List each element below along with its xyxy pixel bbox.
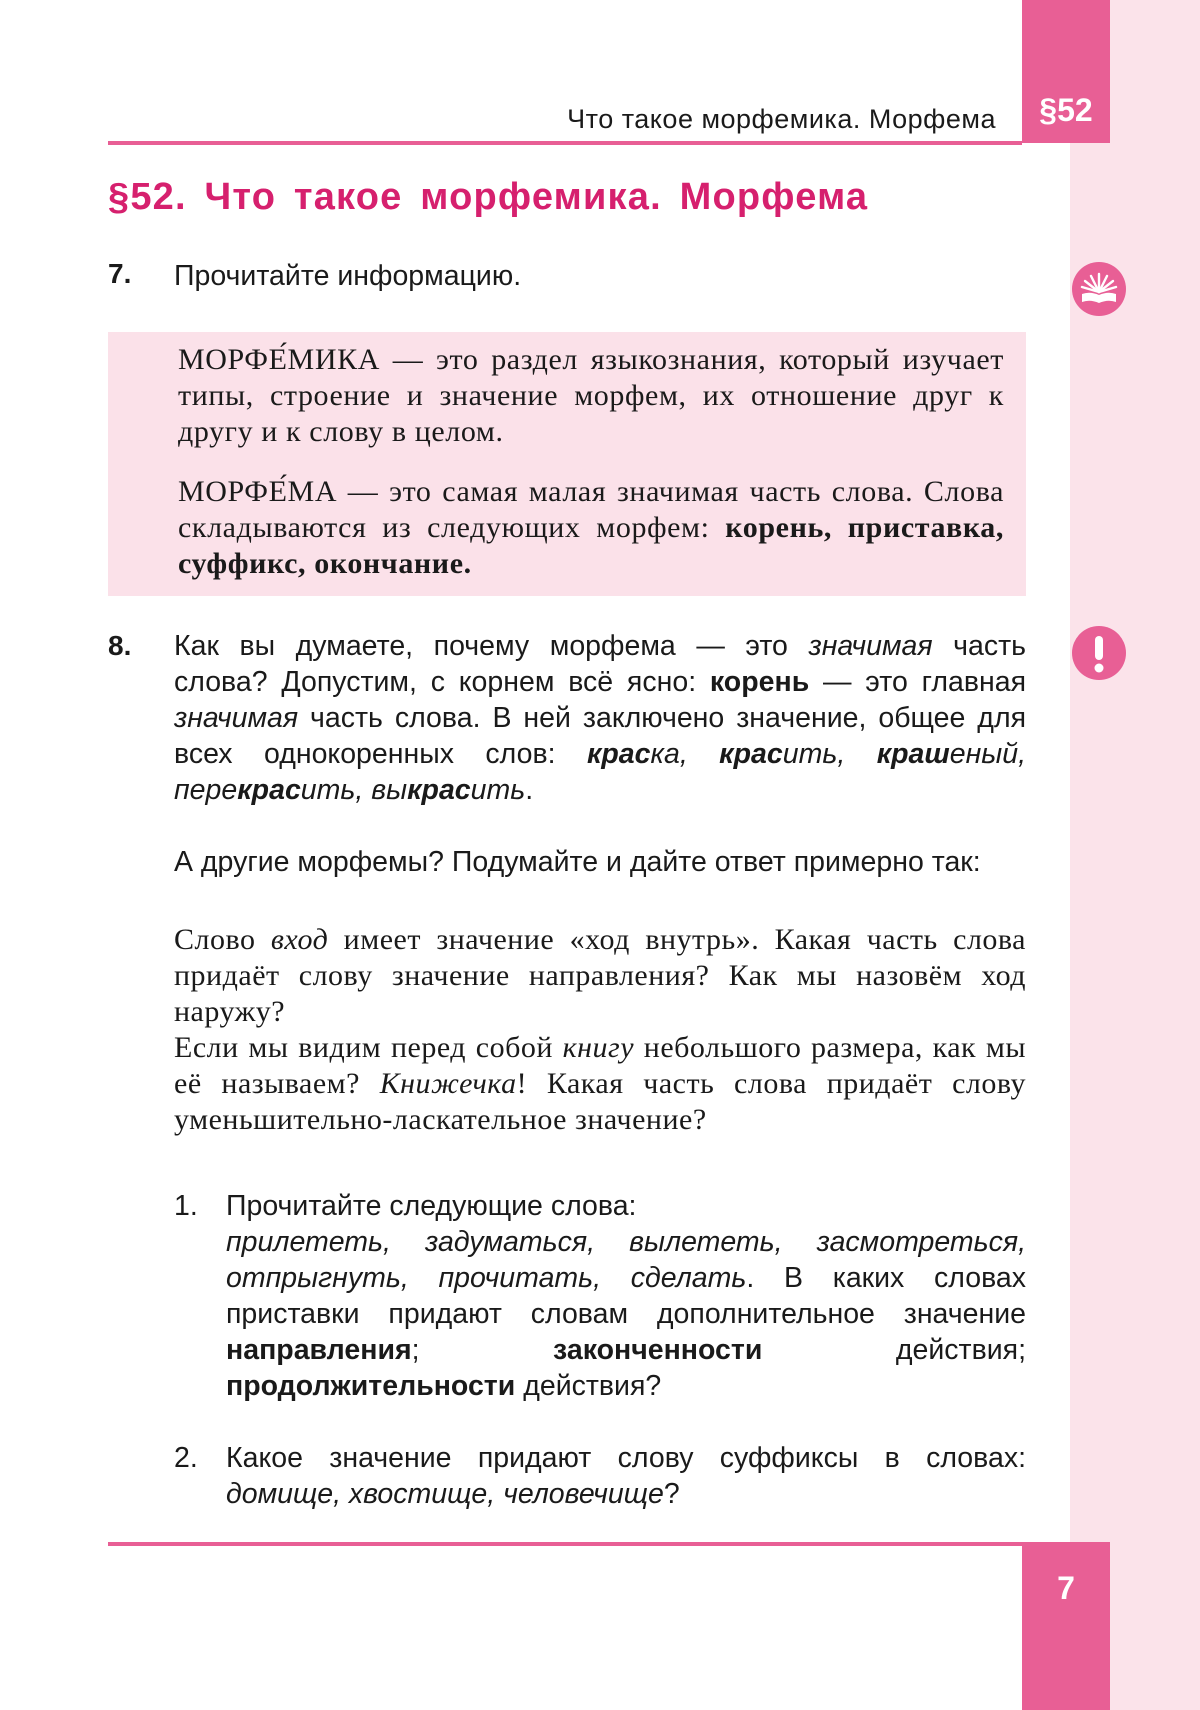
text-italic: вход [270,923,329,956]
term: МОРФЕ́МА [178,475,338,508]
prefix: вы [371,774,408,806]
definition-box [108,332,1026,596]
definition-morphemics [178,342,1004,450]
text-bold: корень [709,666,810,698]
task-instruction: Прочитайте информацию. [174,260,522,292]
text: небольшого размера, как мы её называем? [174,1031,1026,1100]
example-word [877,738,1018,770]
subtask-number: 1. [174,1190,198,1222]
separator: , [679,738,720,770]
task-8-example-1 [174,922,1026,1030]
separator: , [837,738,877,770]
morpheme-list: корень, приставка, суффикс, окончание [178,511,1004,580]
running-title: Что такое морфемика. Морфема [567,104,996,134]
text: часть слова? Допустим, с корнем всё ясно: [174,630,1026,698]
separator: , [1018,738,1027,770]
separator: , [355,774,372,806]
definition-morpheme [178,474,1004,582]
ending: ить [470,774,526,806]
task-8-paragraph-2: А другие морфемы? Подумайте и дайте ответ примерно так: [174,846,981,878]
example-word [719,738,837,770]
text: — это главная [809,666,1026,698]
punct: . [525,774,534,806]
section-tab-label: §52 [1039,92,1093,128]
task-number: 7. [108,258,132,289]
word-list: прилететь, задуматься, вылететь, засмотреться, отпрыгнуть, прочитать, сделать [226,1226,1026,1294]
root: крас [586,738,651,770]
task-8-paragraph-1 [174,628,1026,808]
ending: ить [782,738,838,770]
example-word [371,774,525,806]
text: часть слова. В ней заключено значение, общее для всех однокоренных слов: [174,702,1026,770]
exclamation-icon [1072,626,1126,680]
text-bold: продолжительности [226,1370,516,1402]
page-number: 7 [1057,1570,1075,1606]
punct: . [463,547,472,580]
text: Прочитайте следующие слова: [226,1190,637,1222]
word-list: домище, хвостище, человечище [226,1478,664,1510]
definition-text: — это самая малая значимая часть слова. Слова складываются из следующих морфем: [178,475,1004,544]
definition-text: — это раздел языкознания, который изучает типы, строение и значение морфем, их отношение друг к другу и к слову в целом. [178,343,1004,448]
text: ! Какая часть слова придаёт слову уменьшительно-ласкательное значение? [174,1067,1026,1136]
page-number-tab [1022,1542,1110,1710]
subtask-text [226,1440,1026,1512]
text-italic: значимая [174,702,299,734]
text: действия; [762,1334,1026,1366]
root: крас [237,774,301,806]
text-bold: направления [226,1334,412,1366]
task-8-example-2 [174,1030,1026,1138]
subtask-text [226,1188,1026,1404]
subtask-1 [174,1188,1026,1404]
section-title: §52. Что такое морфемика. Морфема [108,176,869,218]
subtask-2 [174,1440,1026,1512]
text: ; [411,1334,554,1366]
ending: ка [650,738,680,770]
term: МОРФЕ́МИКА [178,343,380,376]
text: Как вы думаете, почему морфема — это [174,630,809,662]
text-italic: значимая [808,630,933,662]
text: имеет значение «ход внутрь». Какая часть слова придаёт слову значение направления? Как мы назовём ход наружу? [174,923,1026,1028]
text: ? [663,1478,680,1510]
root: крас [719,738,783,770]
root: краш [876,738,950,770]
root: крас [407,774,471,806]
task-number: 8. [108,630,132,661]
text: Если мы видим перед собой [174,1031,563,1064]
header-rule [108,141,1022,145]
text: Слово [174,923,271,956]
side-strip [1070,0,1200,1710]
text-italic: Книжечка [379,1067,517,1100]
subtask-number: 2. [174,1442,198,1474]
example-word [174,774,355,806]
example-word [587,738,680,770]
ending: еный [949,738,1019,770]
ending: ить [300,774,356,806]
text: Какое значение придают слову суффиксы в словах: [226,1442,1026,1474]
text-bold: законченности [553,1334,763,1366]
text: действия? [515,1370,662,1402]
footer-rule [108,1542,1022,1546]
text: . В каких словах приставки придают словам дополнительное значение [226,1262,1026,1330]
text-italic: книгу [562,1031,635,1064]
section-tab [1022,0,1110,143]
prefix: пере [174,774,238,806]
